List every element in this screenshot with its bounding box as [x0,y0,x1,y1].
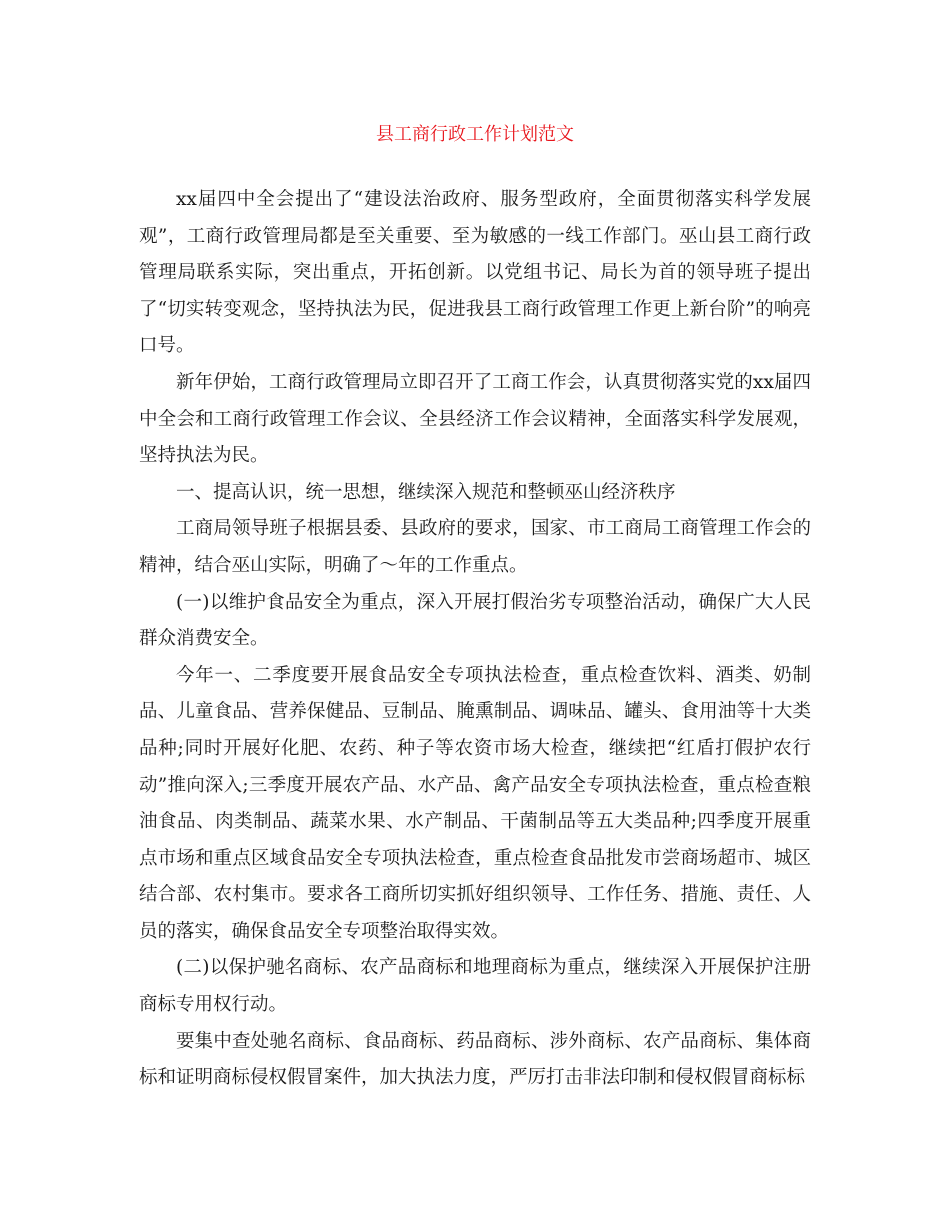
paragraph: xx届四中全会提出了“建设法治政府、服务型政府，全面贯彻落实科学发展观”，工商行政管理局都是至关重要、至为敏感的一线工作部门。巫山县工商行政管理局联系实际，突出重点，开拓创新。以党组书记、局长为首的领导班子提出了“切实转变观念，坚持执法为民，促进我县工商行政管理工作更上新台阶”的响亮口号。 [139,189,811,357]
document-body [139,182,811,1097]
section-heading: 一、提高认识，统一思想，继续深入规范和整顿巫山经济秩序 [176,481,676,503]
paragraph: 工商局领导班子根据县委、县政府的要求，国家、市工商局工商管理工作会的精神，结合巫山实际，明确了～年的工作重点。 [139,518,811,576]
paragraph: 要集中查处驰名商标、食品商标、药品商标、涉外商标、农产品商标、集体商标和证明商标侵权假冒案件，加大执法力度，严厉打击非法印制和侵权假冒商标标 [139,1030,811,1089]
subsection-heading: (二)以保护驰名商标、农产品商标和地理商标为重点，继续深入开展保护注册商标专用权行动。 [139,957,811,1016]
subsection-heading: (一)以维护食品安全为重点，深入开展打假治劣专项整治活动，确保广大人民群众消费安全。 [139,591,811,650]
document-title: 县工商行政工作计划范文 [376,124,574,145]
paragraph: 新年伊始，工商行政管理局立即召开了工商工作会，认真贯彻落实党的xx届四中全会和工商行政管理工作会议、全县经济工作会议精神，全面落实科学发展观，坚持执法为民。 [139,371,811,467]
paragraph: 今年一、二季度要开展食品安全专项执法检查，重点检查饮料、酒类、奶制品、儿童食品、营养保健品、豆制品、腌熏制品、调味品、罐头、食用油等十大类品种;同时开展好化肥、农药、种子等农资市场大检查，继续把“红盾打假护农行动”推向深入;三季度开展农产品、水产品、禽产品安全专项执法检查，重点检查粮油食品、肉类制品、蔬菜水果、水产制品、干菌制品等五大类品种;四季度开展重点市场和重点区域食品安全专项执法检查，重点检查食品批发市尝商场超市、城区结合部、农村集市。要求各工商所切实抓好组织领导、工作任务、措施、责任、人员的落实，确保食品安全专项整治取得实效。 [139,664,811,942]
